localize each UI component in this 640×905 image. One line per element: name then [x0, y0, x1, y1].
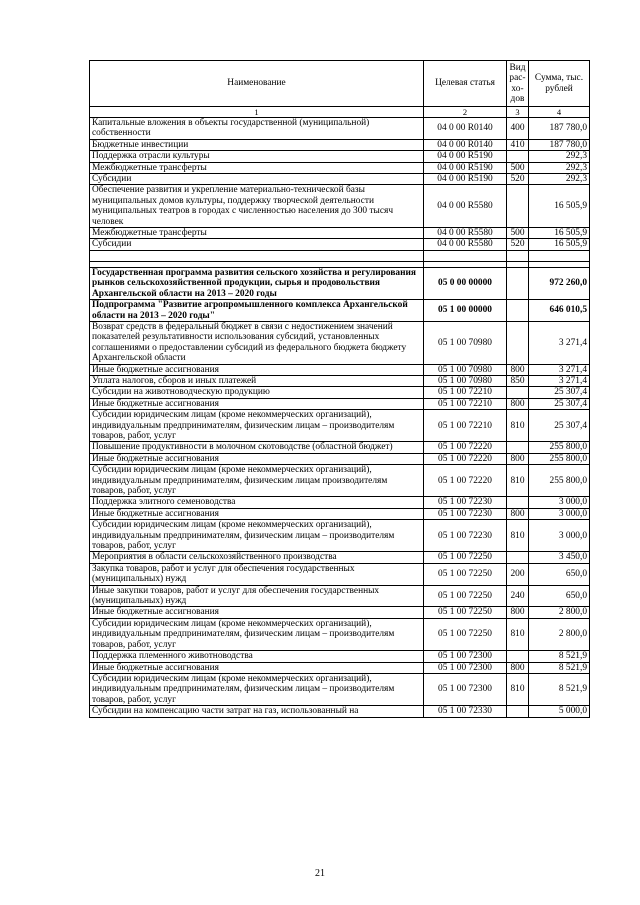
- row-amount: 292,3: [529, 174, 590, 185]
- row-name: Иные бюджетные ассигнования: [90, 508, 424, 519]
- row-name: Закупка товаров, работ и услуг для обеспечения государственных (муниципальных) нужд: [90, 563, 424, 585]
- row-amount: 292,3: [529, 162, 590, 173]
- document-page: [89, 60, 589, 718]
- row-target-code: 05 1 00 72250: [424, 607, 507, 618]
- row-name: Уплата налогов, сборов и иных платежей: [90, 375, 424, 386]
- table-row: [90, 387, 590, 398]
- row-target-code: 04 0 00 R0140: [424, 139, 507, 150]
- row-amount: 3 271,4: [529, 321, 590, 364]
- table-row: [90, 162, 590, 173]
- blank-cell: [529, 250, 590, 261]
- row-target-code: 05 1 00 72300: [424, 651, 507, 662]
- row-expense-type: 810: [507, 410, 529, 442]
- row-expense-type: [507, 185, 529, 228]
- table-row: [90, 563, 590, 585]
- row-target-code: 05 1 00 72300: [424, 673, 507, 705]
- table-row: [90, 673, 590, 705]
- row-name: Повышение продуктивности в молочном скотоводстве (областной бюджет): [90, 442, 424, 453]
- row-expense-type: 800: [507, 508, 529, 519]
- row-amount: 972 260,0: [529, 267, 590, 299]
- column-number: 3: [507, 107, 529, 118]
- row-name: Иные бюджетные ассигнования: [90, 607, 424, 618]
- row-name: Субсидии юридическим лицам (кроме некоммерческих организаций), индивидуальным предпринимателям, физическим лицам – производителям товаров, работ, услуг: [90, 618, 424, 650]
- row-expense-type: [507, 552, 529, 563]
- row-expense-type: 800: [507, 607, 529, 618]
- row-name: Субсидии юридическим лицам (кроме некоммерческих организаций), индивидуальным предпринимателям, физическим лицам производителям товаров, работ, услуг: [90, 465, 424, 497]
- row-name: Государственная программа развития сельского хозяйства и регулирования рынков сельскохозяйственной продукции, сырья и продовольствия Архангельской области на 2013 – 2020 годы: [90, 267, 424, 299]
- row-target-code: 04 0 00 R5580: [424, 185, 507, 228]
- row-amount: 25 307,4: [529, 387, 590, 398]
- blank-cell: [424, 250, 507, 261]
- table-row: [90, 321, 590, 364]
- row-target-code: 05 1 00 72220: [424, 442, 507, 453]
- row-name: Обеспечение развития и укрепление материально-технической базы муниципальных домов культуры, поддержку творческой деятельности муниципальных театров в городах с численностью населения до 300 тысяч человек: [90, 185, 424, 228]
- row-expense-type: 400: [507, 118, 529, 140]
- row-amount: 187 780,0: [529, 139, 590, 150]
- row-expense-type: 200: [507, 563, 529, 585]
- column-number: 2: [424, 107, 507, 118]
- table-row: [90, 497, 590, 508]
- table-row: [90, 267, 590, 299]
- table-header-row: [90, 61, 590, 107]
- table-row: [90, 139, 590, 150]
- row-target-code: 05 1 00 72210: [424, 398, 507, 409]
- row-target-code: 05 1 00 72300: [424, 662, 507, 673]
- table-row: [90, 618, 590, 650]
- table-row: [90, 118, 590, 140]
- row-expense-type: [507, 497, 529, 508]
- table-row: [90, 300, 590, 322]
- row-amount: 3 000,0: [529, 508, 590, 519]
- table-row: [90, 520, 590, 552]
- row-name: Мероприятия в области сельскохозяйственного производства: [90, 552, 424, 563]
- row-name: Межбюджетные трансферты: [90, 162, 424, 173]
- row-amount: 2 800,0: [529, 607, 590, 618]
- budget-table: [89, 60, 590, 718]
- table-row: [90, 174, 590, 185]
- row-amount: 5 000,0: [529, 706, 590, 717]
- row-target-code: 05 1 00 72210: [424, 410, 507, 442]
- row-amount: 3 450,0: [529, 552, 590, 563]
- blank-row: [90, 250, 590, 261]
- row-expense-type: 800: [507, 662, 529, 673]
- table-row: [90, 607, 590, 618]
- row-amount: 650,0: [529, 563, 590, 585]
- row-name: Субсидии юридическим лицам (кроме некоммерческих организаций), индивидуальным предпринимателям, физическим лицам – производителям товаров, работ, услуг: [90, 410, 424, 442]
- row-expense-type: [507, 706, 529, 717]
- row-amount: 8 521,9: [529, 651, 590, 662]
- row-amount: 16 505,9: [529, 239, 590, 250]
- table-row: [90, 453, 590, 464]
- row-name: Капитальные вложения в объекты государственной (муниципальной) собственности: [90, 118, 424, 140]
- header-vid: Вид рас-хо-дов: [507, 61, 529, 107]
- row-target-code: 05 0 00 00000: [424, 267, 507, 299]
- header-name: Наименование: [90, 61, 424, 107]
- row-target-code: 05 1 00 72250: [424, 585, 507, 607]
- table-row: [90, 662, 590, 673]
- row-amount: 16 505,9: [529, 228, 590, 239]
- row-target-code: 05 1 00 72250: [424, 618, 507, 650]
- header-target: Целевая статья: [424, 61, 507, 107]
- row-target-code: 05 1 00 70980: [424, 364, 507, 375]
- row-expense-type: 800: [507, 453, 529, 464]
- header-sum: Сумма, тыс. рублей: [529, 61, 590, 107]
- row-amount: 2 800,0: [529, 618, 590, 650]
- row-expense-type: 410: [507, 139, 529, 150]
- row-name: Иные бюджетные ассигнования: [90, 662, 424, 673]
- row-target-code: 04 0 00 R5580: [424, 228, 507, 239]
- table-row: [90, 228, 590, 239]
- table-row: [90, 364, 590, 375]
- row-expense-type: 810: [507, 618, 529, 650]
- row-name: Субсидии юридическим лицам (кроме некоммерческих организаций), индивидуальным предпринимателям, физическим лицам – производителям товаров, работ, услуг: [90, 673, 424, 705]
- row-target-code: 05 1 00 72230: [424, 497, 507, 508]
- row-expense-type: [507, 651, 529, 662]
- table-row: [90, 508, 590, 519]
- row-target-code: 05 1 00 72220: [424, 465, 507, 497]
- table-row: [90, 185, 590, 228]
- row-target-code: 05 1 00 72220: [424, 453, 507, 464]
- table-row: [90, 585, 590, 607]
- row-name: Субсидии юридическим лицам (кроме некоммерческих организаций), индивидуальным предпринимателям, физическим лицам – производителям товаров, работ, услуг: [90, 520, 424, 552]
- row-name: Межбюджетные трансферты: [90, 228, 424, 239]
- row-target-code: 05 1 00 72250: [424, 563, 507, 585]
- row-amount: 25 307,4: [529, 410, 590, 442]
- row-target-code: 04 0 00 R0140: [424, 118, 507, 140]
- row-expense-type: 810: [507, 673, 529, 705]
- row-amount: 8 521,9: [529, 662, 590, 673]
- row-expense-type: 520: [507, 239, 529, 250]
- row-target-code: 05 1 00 72330: [424, 706, 507, 717]
- row-expense-type: [507, 387, 529, 398]
- row-name: Субсидии: [90, 239, 424, 250]
- row-amount: 255 800,0: [529, 465, 590, 497]
- row-expense-type: [507, 300, 529, 322]
- table-body: [90, 118, 590, 718]
- row-expense-type: 500: [507, 228, 529, 239]
- row-amount: 8 521,9: [529, 673, 590, 705]
- row-name: Возврат средств в федеральный бюджет в связи с недостижением значений показателей результативности использования субсидий, установленных соглашениями о предоставлении субсидий из федерального бюджета бюджету Архангельской области: [90, 321, 424, 364]
- table-row: [90, 375, 590, 386]
- row-name: Иные бюджетные ассигнования: [90, 453, 424, 464]
- row-target-code: 05 1 00 72230: [424, 520, 507, 552]
- row-name: Субсидии на компенсацию части затрат на газ, использованный на: [90, 706, 424, 717]
- row-name: Иные бюджетные ассигнования: [90, 398, 424, 409]
- blank-cell: [90, 250, 424, 261]
- row-name: Субсидии: [90, 174, 424, 185]
- row-amount: 292,3: [529, 151, 590, 162]
- table-row: [90, 151, 590, 162]
- row-expense-type: 850: [507, 375, 529, 386]
- row-target-code: 05 1 00 72230: [424, 508, 507, 519]
- table-row: [90, 651, 590, 662]
- row-name: Подпрограмма "Развитие агропромышленного комплекса Архангельской области на 2013 – 2020 годы": [90, 300, 424, 322]
- row-amount: 16 505,9: [529, 185, 590, 228]
- row-expense-type: 800: [507, 398, 529, 409]
- row-amount: 650,0: [529, 585, 590, 607]
- row-amount: 3 000,0: [529, 520, 590, 552]
- row-target-code: 05 1 00 72210: [424, 387, 507, 398]
- row-amount: 646 010,5: [529, 300, 590, 322]
- table-row: [90, 410, 590, 442]
- row-expense-type: 500: [507, 162, 529, 173]
- row-target-code: 04 0 00 R5190: [424, 174, 507, 185]
- row-expense-type: 810: [507, 465, 529, 497]
- row-name: Бюджетные инвестиции: [90, 139, 424, 150]
- row-name: Субсидии на животноводческую продукцию: [90, 387, 424, 398]
- row-expense-type: 800: [507, 364, 529, 375]
- row-amount: 25 307,4: [529, 398, 590, 409]
- row-target-code: 05 1 00 00000: [424, 300, 507, 322]
- row-name: Поддержка племенного животноводства: [90, 651, 424, 662]
- table-row: [90, 706, 590, 717]
- row-expense-type: [507, 442, 529, 453]
- page-number: 21: [315, 868, 325, 879]
- row-expense-type: [507, 321, 529, 364]
- row-amount: 255 800,0: [529, 442, 590, 453]
- row-name: Поддержка элитного семеноводства: [90, 497, 424, 508]
- row-target-code: 05 1 00 72250: [424, 552, 507, 563]
- table-row: [90, 398, 590, 409]
- table-row: [90, 465, 590, 497]
- column-number: 4: [529, 107, 590, 118]
- row-target-code: 04 0 00 R5190: [424, 151, 507, 162]
- row-amount: 3 271,4: [529, 375, 590, 386]
- row-target-code: 05 1 00 70980: [424, 321, 507, 364]
- row-amount: 3 271,4: [529, 364, 590, 375]
- column-number: 1: [90, 107, 424, 118]
- row-name: Иные закупки товаров, работ и услуг для обеспечения государственных (муниципальных) нужд: [90, 585, 424, 607]
- row-amount: 255 800,0: [529, 453, 590, 464]
- row-name: Поддержка отрасли культуры: [90, 151, 424, 162]
- table-row: [90, 239, 590, 250]
- column-number-row: [90, 107, 590, 118]
- row-expense-type: [507, 267, 529, 299]
- row-expense-type: 520: [507, 174, 529, 185]
- row-expense-type: [507, 151, 529, 162]
- row-expense-type: 810: [507, 520, 529, 552]
- row-target-code: 04 0 00 R5190: [424, 162, 507, 173]
- blank-cell: [507, 250, 529, 261]
- table-row: [90, 552, 590, 563]
- table-row: [90, 442, 590, 453]
- row-target-code: 05 1 00 70980: [424, 375, 507, 386]
- row-amount: 187 780,0: [529, 118, 590, 140]
- row-name: Иные бюджетные ассигнования: [90, 364, 424, 375]
- row-amount: 3 000,0: [529, 497, 590, 508]
- row-expense-type: 240: [507, 585, 529, 607]
- row-target-code: 04 0 00 R5580: [424, 239, 507, 250]
